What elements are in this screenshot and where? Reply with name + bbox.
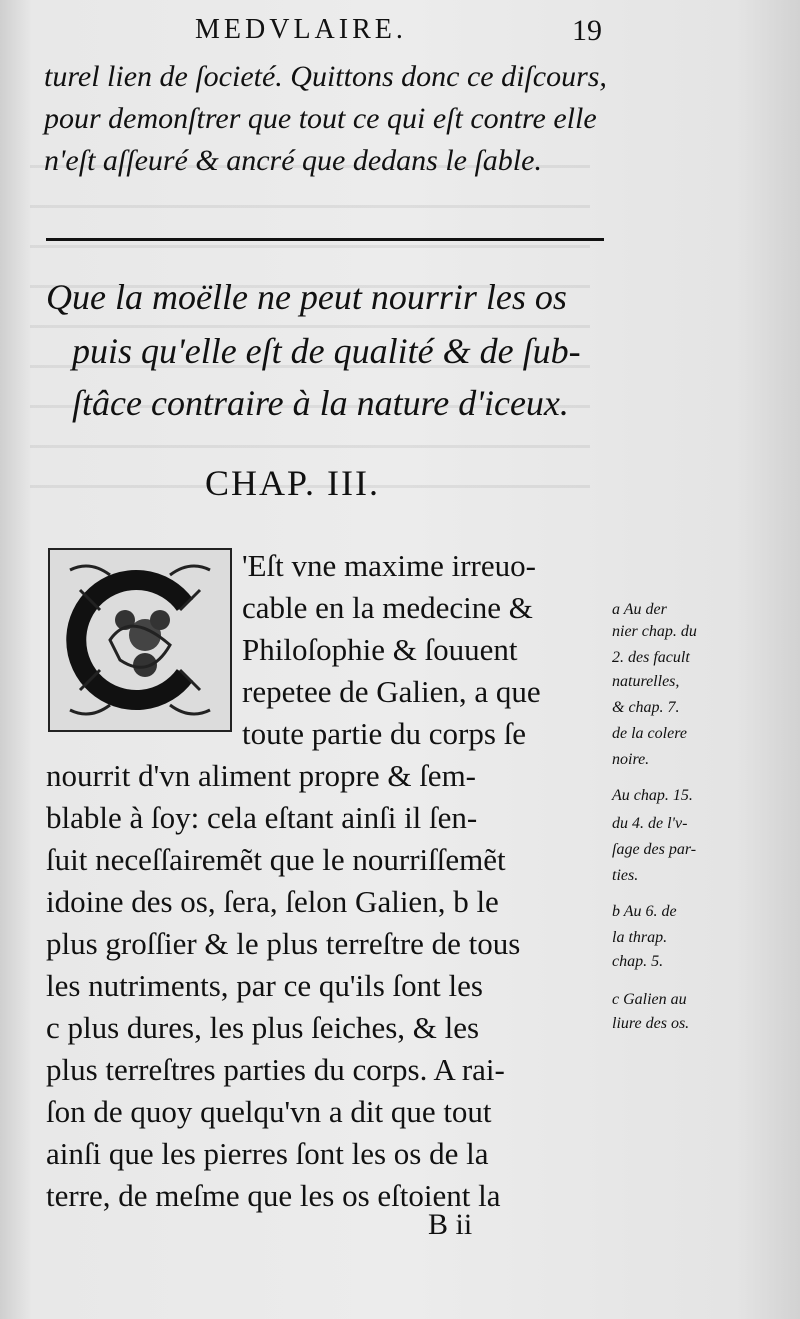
body-line: idoine des os, ſera, ſelon Galien, b le <box>46 884 499 919</box>
body-line: les nutriments, par ce qu'ils ſont les <box>46 968 483 1003</box>
marginal-note: chap. 5. <box>612 953 664 970</box>
marginal-note: Au chap. 15. <box>612 787 693 804</box>
ornamental-dropcap-image <box>48 548 232 732</box>
body-line: ainſi que les pierres ſont les os de la <box>46 1136 489 1171</box>
signature-mark: B ii <box>428 1208 473 1241</box>
intro-line: pour demonſtrer que tout ce qui eſt contre elle <box>44 102 597 135</box>
marginal-note: 2. des facult <box>612 649 690 666</box>
running-head: MEDVLAIRE. <box>195 14 407 45</box>
body-line: plus terreſtres parties du corps. A rai- <box>46 1052 505 1087</box>
marginal-note: b Au 6. de <box>612 903 677 920</box>
intro-line: n'eſt aſſeuré & ancré que dedans le ſable. <box>44 144 542 177</box>
marginal-note: du 4. de l'v- <box>612 815 688 832</box>
body-line: terre, de meſme que les os eſtoient la <box>46 1178 501 1213</box>
body-line: Philoſophie & ſouuent <box>242 632 518 667</box>
section-heading-line: Que la moëlle ne peut nourrir les os <box>46 277 567 317</box>
marginal-note: nier chap. du <box>612 623 697 640</box>
marginal-note: naturelles, <box>612 673 680 690</box>
marginal-note: la thrap. <box>612 929 668 946</box>
body-line: repetee de Galien, a que <box>242 674 541 709</box>
marginal-note: c Galien au <box>612 991 687 1008</box>
marginal-note: a Au der <box>612 601 667 618</box>
intro-line: turel lien de ſocieté. Quittons donc ce diſcours, <box>44 60 607 93</box>
body-line: c plus dures, les plus ſeiches, & les <box>46 1010 480 1045</box>
dropcap-ornament-icon <box>50 550 230 730</box>
section-heading-line: ſtâce contraire à la nature d'iceux. <box>72 383 569 423</box>
section-rule <box>46 238 604 241</box>
body-line: toute partie du corps ſe <box>242 716 527 751</box>
chapter-title: CHAP. III. <box>205 463 381 503</box>
body-line: ſon de quoy quelqu'vn a dit que tout <box>46 1094 492 1129</box>
marginal-note: ties. <box>612 867 639 884</box>
page-number: 19 <box>572 14 602 47</box>
body-line: 'Eſt vne maxime irreuo- <box>242 548 536 583</box>
marginal-note: ſage des par- <box>612 841 697 858</box>
marginal-note: de la colere <box>612 725 687 742</box>
section-heading-line: puis qu'elle eſt de qualité & de ſub- <box>72 331 581 371</box>
marginal-note: noire. <box>612 751 650 768</box>
body-line: ſuit neceſſairemẽt que le nourriſſemẽt <box>46 842 506 877</box>
body-line: plus groſſier & le plus terreſtre de tous <box>46 926 521 961</box>
body-line: cable en la medecine & <box>242 590 533 625</box>
body-line: nourrit d'vn aliment propre & ſem- <box>46 758 477 793</box>
body-line: blable à ſoy: cela eſtant ainſi il ſen- <box>46 800 478 835</box>
marginal-note: liure des os. <box>612 1015 690 1032</box>
marginal-note: & chap. 7. <box>612 699 680 716</box>
